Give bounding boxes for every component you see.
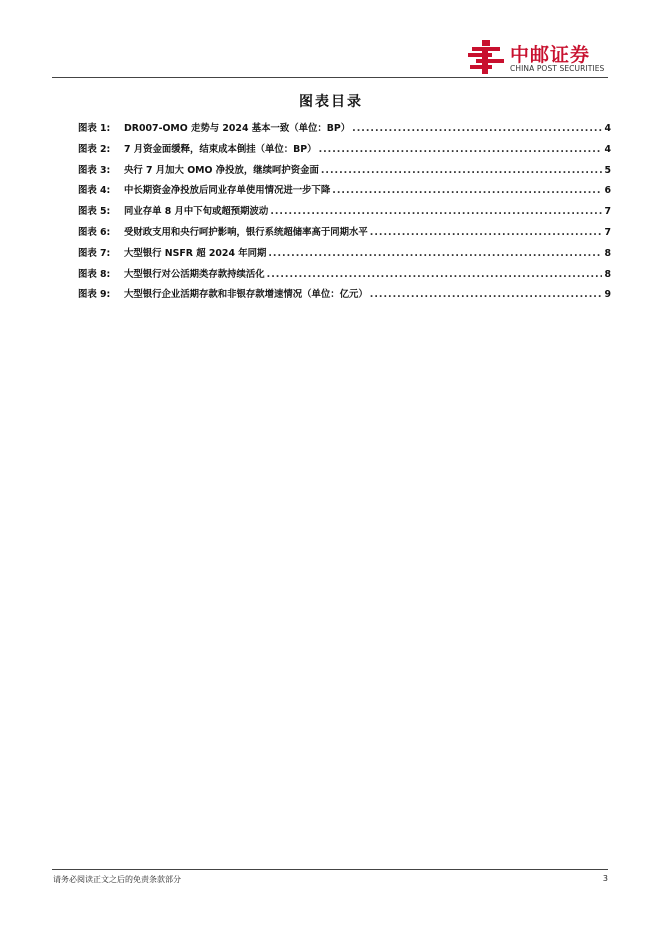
toc-entry-label: 图表 2: — [78, 143, 111, 155]
toc-entry-text: 中长期资金净投放后同业存单使用情况进一步下降 — [124, 185, 331, 197]
toc-dot-leader — [332, 185, 602, 196]
toc-title: 图表目录 — [299, 94, 363, 110]
toc-entry-page: 6 — [604, 185, 611, 197]
toc-dot-leader — [319, 144, 603, 155]
toc-entry-page: 8 — [604, 247, 611, 259]
toc-entry-text: DR007-OMO 走势与 2024 基本一致（单位：BP） — [124, 123, 351, 134]
toc-entry[interactable] — [78, 162, 611, 183]
toc-entry[interactable] — [78, 245, 611, 266]
toc-entry-label: 图表 6: — [78, 226, 111, 238]
toc-list — [78, 120, 611, 307]
toc-entry-label: 图表 3: — [78, 164, 111, 176]
toc-dot-leader — [270, 206, 602, 217]
toc-entry-page: 7 — [604, 226, 611, 238]
toc-entry-label: 图表 8: — [78, 268, 111, 280]
toc-entry-page: 5 — [604, 164, 611, 176]
toc-entry-text: 大型银行企业活期存款和非银存款增速情况（单位：亿元） — [124, 289, 368, 301]
toc-entry-page: 7 — [604, 206, 611, 218]
toc-entry-text: 同业存单 8 月中下旬或超预期波动 — [124, 206, 269, 218]
toc-dot-leader — [370, 227, 603, 238]
toc-dot-leader — [370, 289, 603, 300]
toc-entry-label: 图表 1: — [78, 123, 111, 134]
toc-entry-text: 大型银行对公活期类存款持续活化 — [124, 268, 265, 280]
toc-entry-page: 4 — [604, 123, 611, 134]
toc-entry[interactable] — [78, 266, 611, 287]
toc-dot-leader — [267, 269, 603, 280]
toc-dot-leader — [268, 248, 602, 259]
toc-entry[interactable] — [78, 182, 611, 203]
toc-entry-label: 图表 7: — [78, 247, 111, 259]
toc-dot-leader — [321, 165, 603, 176]
footer-divider — [52, 869, 608, 870]
toc-entry-page: 9 — [604, 289, 611, 301]
logo-company-name: 中邮证券 — [510, 44, 591, 66]
toc-entry[interactable] — [78, 141, 611, 162]
toc-entry-label: 图表 9: — [78, 289, 111, 301]
toc-entry[interactable] — [78, 224, 611, 245]
toc-entry-text: 受财政支用和央行呵护影响，银行系统超储率高于同期水平 — [124, 226, 368, 238]
toc-entry-label: 图表 4: — [78, 185, 111, 197]
toc-dot-leader — [352, 123, 602, 134]
toc-entry-text: 大型银行 NSFR 超 2024 年同期 — [124, 247, 267, 259]
toc-entry[interactable] — [78, 203, 611, 224]
footer-disclaimer: 请务必阅读正文之后的免责条款部分 — [53, 875, 181, 884]
toc-entry-label: 图表 5: — [78, 206, 111, 218]
toc-entry-page: 8 — [604, 268, 611, 280]
logo-company-subtitle: CHINA POST SECURITIES — [510, 64, 605, 73]
toc-entry-text: 7 月资金面缓释，结束成本倒挂（单位：BP） — [124, 143, 317, 155]
toc-entry[interactable] — [78, 286, 611, 307]
company-logo — [468, 38, 613, 78]
toc-entry-text: 央行 7 月加大 OMO 净投放，继续呵护资金面 — [124, 164, 319, 176]
china-post-logo-icon — [468, 38, 506, 74]
toc-entry-page: 4 — [604, 143, 611, 155]
toc-entry[interactable] — [78, 120, 611, 141]
page-number: 3 — [602, 874, 608, 883]
header-divider — [52, 77, 608, 78]
